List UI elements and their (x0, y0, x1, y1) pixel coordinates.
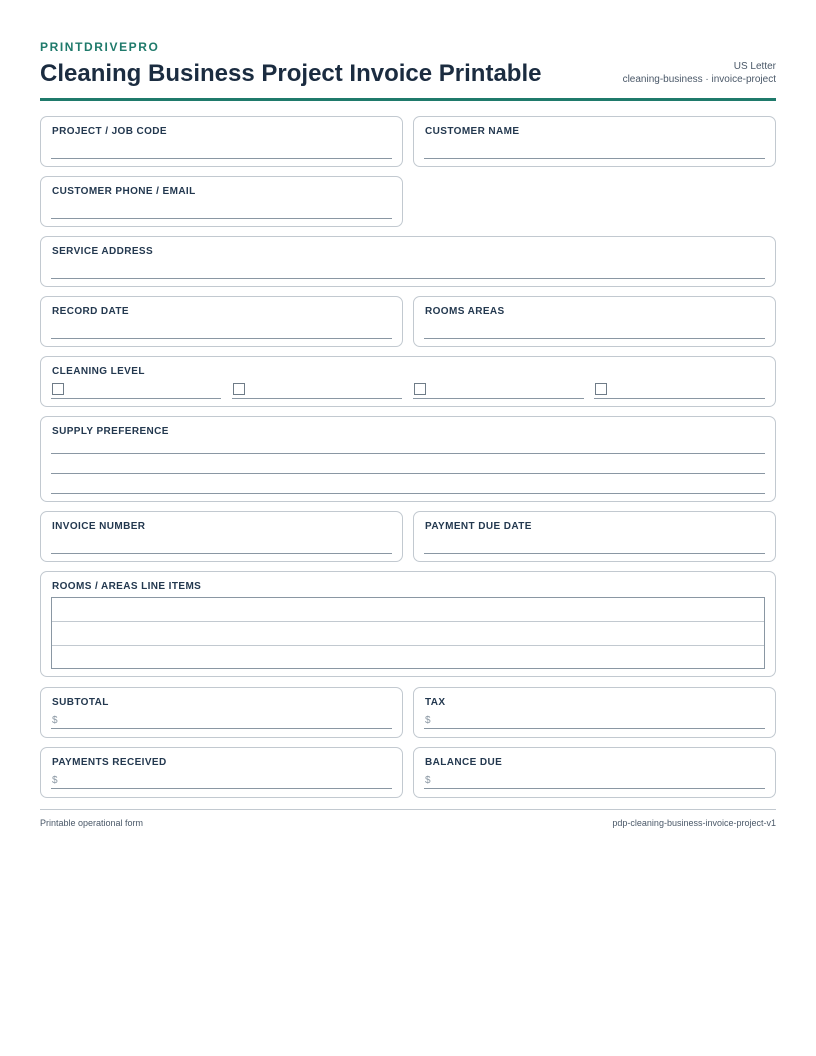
footer-description: Printable operational form (40, 818, 144, 828)
line-items-label: ROOMS / AREAS LINE ITEMS (52, 581, 202, 592)
table-row-divider (52, 621, 764, 622)
supply-preference-field[interactable] (40, 416, 776, 502)
tax-line[interactable] (424, 728, 765, 729)
payments-received-field[interactable] (40, 747, 403, 798)
record-date-label: RECORD DATE (52, 306, 129, 317)
cleaning-level-option-line-2[interactable] (232, 398, 402, 399)
title-row (40, 54, 776, 98)
balance-due-field[interactable] (413, 747, 776, 798)
supply-preference-label: SUPPLY PREFERENCE (52, 426, 169, 437)
payments-received-currency: $ (52, 775, 58, 786)
payments-received-line[interactable] (51, 788, 392, 789)
service-address-line[interactable] (51, 278, 765, 279)
document-slug: cleaning-business · invoice-project (622, 74, 776, 85)
customer-name-label: CUSTOMER NAME (425, 126, 520, 137)
invoice-number-line[interactable] (51, 553, 392, 554)
supply-preference-line-2[interactable] (51, 473, 765, 474)
subtotal-line[interactable] (51, 728, 392, 729)
line-items-field (40, 571, 776, 677)
record-date-field[interactable] (40, 296, 403, 347)
balance-due-currency: $ (425, 775, 431, 786)
cleaning-level-checkbox-4[interactable] (595, 383, 607, 395)
supply-preference-line-1[interactable] (51, 453, 765, 454)
footer-rule (40, 809, 776, 810)
customer-name-field[interactable] (413, 116, 776, 167)
service-address-label: SERVICE ADDRESS (52, 246, 154, 257)
supply-preference-line-3[interactable] (51, 493, 765, 494)
subtotal-field[interactable] (40, 687, 403, 738)
cleaning-level-option-line-3[interactable] (413, 398, 584, 399)
footer-form-id: pdp-cleaning-business-invoice-project-v1 (612, 818, 776, 828)
page-title: Cleaning Business Project Invoice Printable (40, 60, 542, 87)
table-row-divider (52, 645, 764, 646)
document-meta (623, 60, 776, 86)
project-code-label: PROJECT / JOB CODE (52, 126, 167, 137)
cleaning-level-option-line-1[interactable] (51, 398, 221, 399)
tax-label: TAX (425, 697, 446, 708)
cleaning-level-checkbox-3[interactable] (414, 383, 426, 395)
line-items-table (51, 597, 765, 669)
tax-field[interactable] (413, 687, 776, 738)
subtotal-label: SUBTOTAL (52, 697, 109, 708)
customer-contact-label: CUSTOMER PHONE / EMAIL (52, 186, 196, 197)
customer-contact-field[interactable] (40, 176, 403, 227)
payment-due-date-line[interactable] (424, 553, 765, 554)
rooms-areas-label: ROOMS AREAS (425, 306, 505, 317)
cleaning-level-checkbox-2[interactable] (233, 383, 245, 395)
payment-due-date-label: PAYMENT DUE DATE (425, 521, 532, 532)
invoice-number-label: INVOICE NUMBER (52, 521, 146, 532)
project-code-line[interactable] (51, 158, 392, 159)
rooms-areas-field[interactable] (413, 296, 776, 347)
paper-size: US Letter (733, 61, 776, 72)
rooms-areas-line[interactable] (424, 338, 765, 339)
invoice-number-field[interactable] (40, 511, 403, 562)
header-rule (40, 98, 776, 101)
payment-due-date-field[interactable] (413, 511, 776, 562)
cleaning-level-field (40, 356, 776, 407)
cleaning-level-checkbox-1[interactable] (52, 383, 64, 395)
customer-name-line[interactable] (424, 158, 765, 159)
customer-contact-line[interactable] (51, 218, 392, 219)
subtotal-currency: $ (52, 715, 58, 726)
tax-currency: $ (425, 715, 431, 726)
brand-name: PRINTDRIVEPRO (40, 40, 160, 54)
record-date-line[interactable] (51, 338, 392, 339)
payments-received-label: PAYMENTS RECEIVED (52, 757, 167, 768)
cleaning-level-option-line-4[interactable] (594, 398, 765, 399)
balance-due-label: BALANCE DUE (425, 757, 503, 768)
page-header (40, 40, 776, 101)
balance-due-line[interactable] (424, 788, 765, 789)
cleaning-level-label: CLEANING LEVEL (52, 366, 145, 377)
project-code-field[interactable] (40, 116, 403, 167)
service-address-field[interactable] (40, 236, 776, 287)
